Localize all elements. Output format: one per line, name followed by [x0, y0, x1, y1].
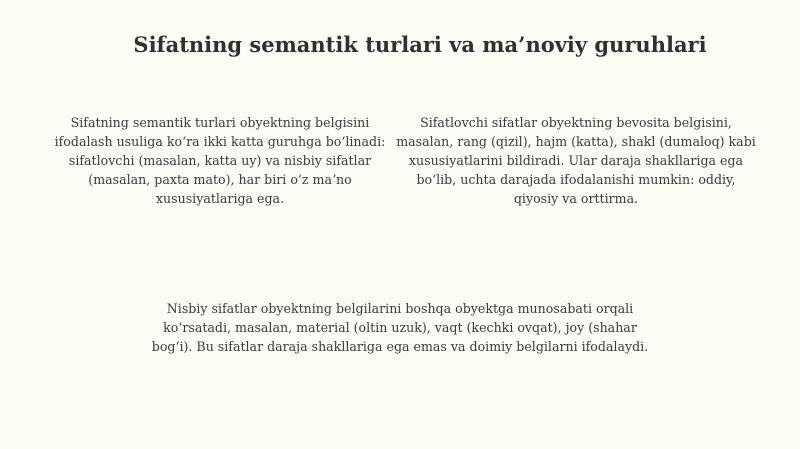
- paragraph-semantic-types: Sifatning semantik turlari obyektning belgisini ifodalash usuliga koʻra ikki katta guruhga boʻlinadi: sifatlovchi (masalan, katta uy) va nisbiy sifatlar (masalan, paxta mato), har biri oʻz maʼno xususiyatlariga ega.: [54, 115, 386, 206]
- slide-title: Sifatning semantik turlari va ma’noviy guruhlari: [133, 32, 707, 57]
- paragraph-qualitative-adjectives: Sifatlovchi sifatlar obyektning bevosita belgisini, masalan, rang (qizil), hajm (katta), shakl (dumaloq) kabi xususiyatlarini bildiradi. Ular daraja shakllariga ega boʻlib, uchta darajada ifodalanishi mumkin: oddiy, qiyosiy va orttirma.: [396, 115, 756, 206]
- paragraph-relative-adjectives: Nisbiy sifatlar obyektning belgilarini boshqa obyektga munosabati orqali koʻrsatadi, masalan, material (oltin uzuk), vaqt (kechki ovqat), joy (shahar bogʻi). Bu sifatlar daraja shakllariga ega emas va doimiy belgilarni ifodalaydi.: [151, 301, 649, 354]
